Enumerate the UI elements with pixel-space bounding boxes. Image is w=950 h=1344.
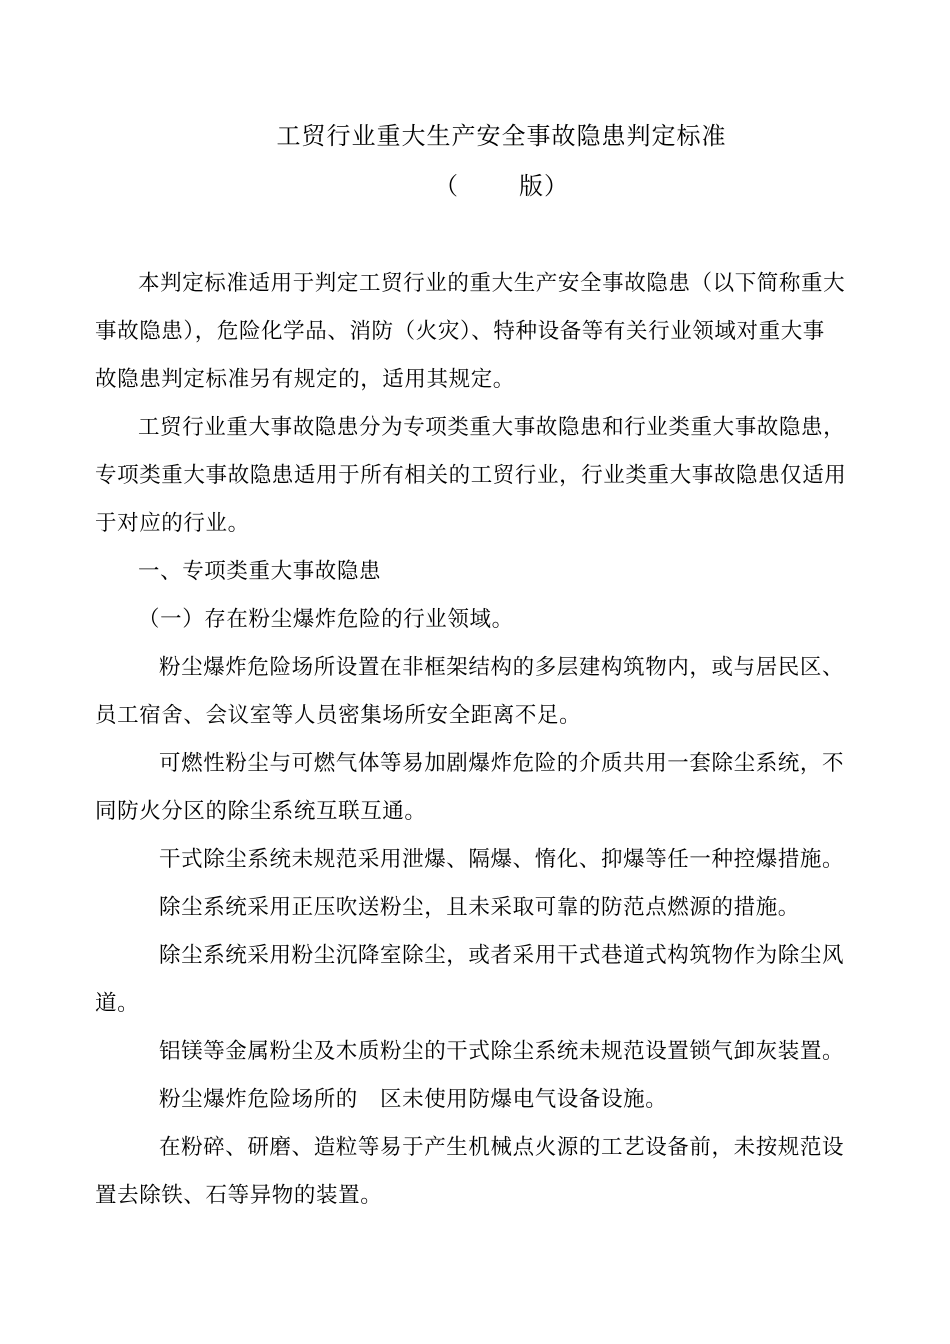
paragraph-line: 故隐患判定标准另有规定的，适用其规定。	[95, 367, 515, 392]
paragraph-line: 道。	[95, 991, 140, 1016]
paragraph-line: 除尘系统采用粉尘沉降室除尘，或者采用干式巷道式构筑物作为除尘风	[159, 943, 845, 968]
paragraph-line: 员工宿舍、会议室等人员密集场所安全距离不足。	[95, 703, 582, 728]
paragraph-line: 铝镁等金属粉尘及木质粉尘的干式除尘系统未规范设置锁气卸灰装置。	[159, 1039, 845, 1064]
paragraph-line: 可燃性粉尘与可燃气体等易加剧爆炸危险的介质共用一套除尘系统，不	[159, 751, 845, 776]
paragraph-line: 同防火分区的除尘系统互联互通。	[95, 799, 427, 824]
paragraph-line: 粉尘爆炸危险场所的 区未使用防爆电气设备设施。	[159, 1087, 668, 1112]
section-heading: 一、专项类重大事故隐患	[138, 559, 382, 584]
document-subtitle	[0, 171, 950, 201]
paragraph-line: 于对应的行业。	[95, 511, 250, 536]
document-title: 工贸行业重大生产安全事故隐患判定标准	[276, 122, 727, 150]
paragraph-line: 干式除尘系统未规范采用泄爆、隔爆、惰化、抑爆等任一种控爆措施。	[159, 847, 845, 872]
paragraph-line: 在粉碎、研磨、造粒等易于产生机械点火源的工艺设备前，未按规范设	[159, 1135, 845, 1160]
paragraph-line: 专项类重大事故隐患适用于所有相关的工贸行业，行业类重大事故隐患仅适用	[95, 463, 847, 488]
subtitle-text: 版）	[519, 172, 569, 200]
paragraph-line: 置去除铁、石等异物的装置。	[95, 1183, 383, 1208]
paragraph-line: 本判定标准适用于判定工贸行业的重大生产安全事故隐患（以下简称重大	[138, 271, 846, 296]
paragraph-line: 粉尘爆炸危险场所设置在非框架结构的多层建构筑物内，或与居民区、	[159, 655, 845, 680]
subtitle-open-paren: （	[434, 172, 459, 200]
paragraph-line: 事故隐患），危险化学品、消防（火灾）、特种设备等有关行业领域对重大事	[95, 319, 825, 344]
subsection-heading: （一）存在粉尘爆炸危险的行业领域。	[138, 607, 514, 632]
paragraph-line: 工贸行业重大事故隐患分为专项类重大事故隐患和行业类重大事故隐患，	[138, 415, 846, 440]
paragraph-line: 除尘系统采用正压吹送粉尘，且未采取可靠的防范点燃源的措施。	[159, 895, 800, 920]
